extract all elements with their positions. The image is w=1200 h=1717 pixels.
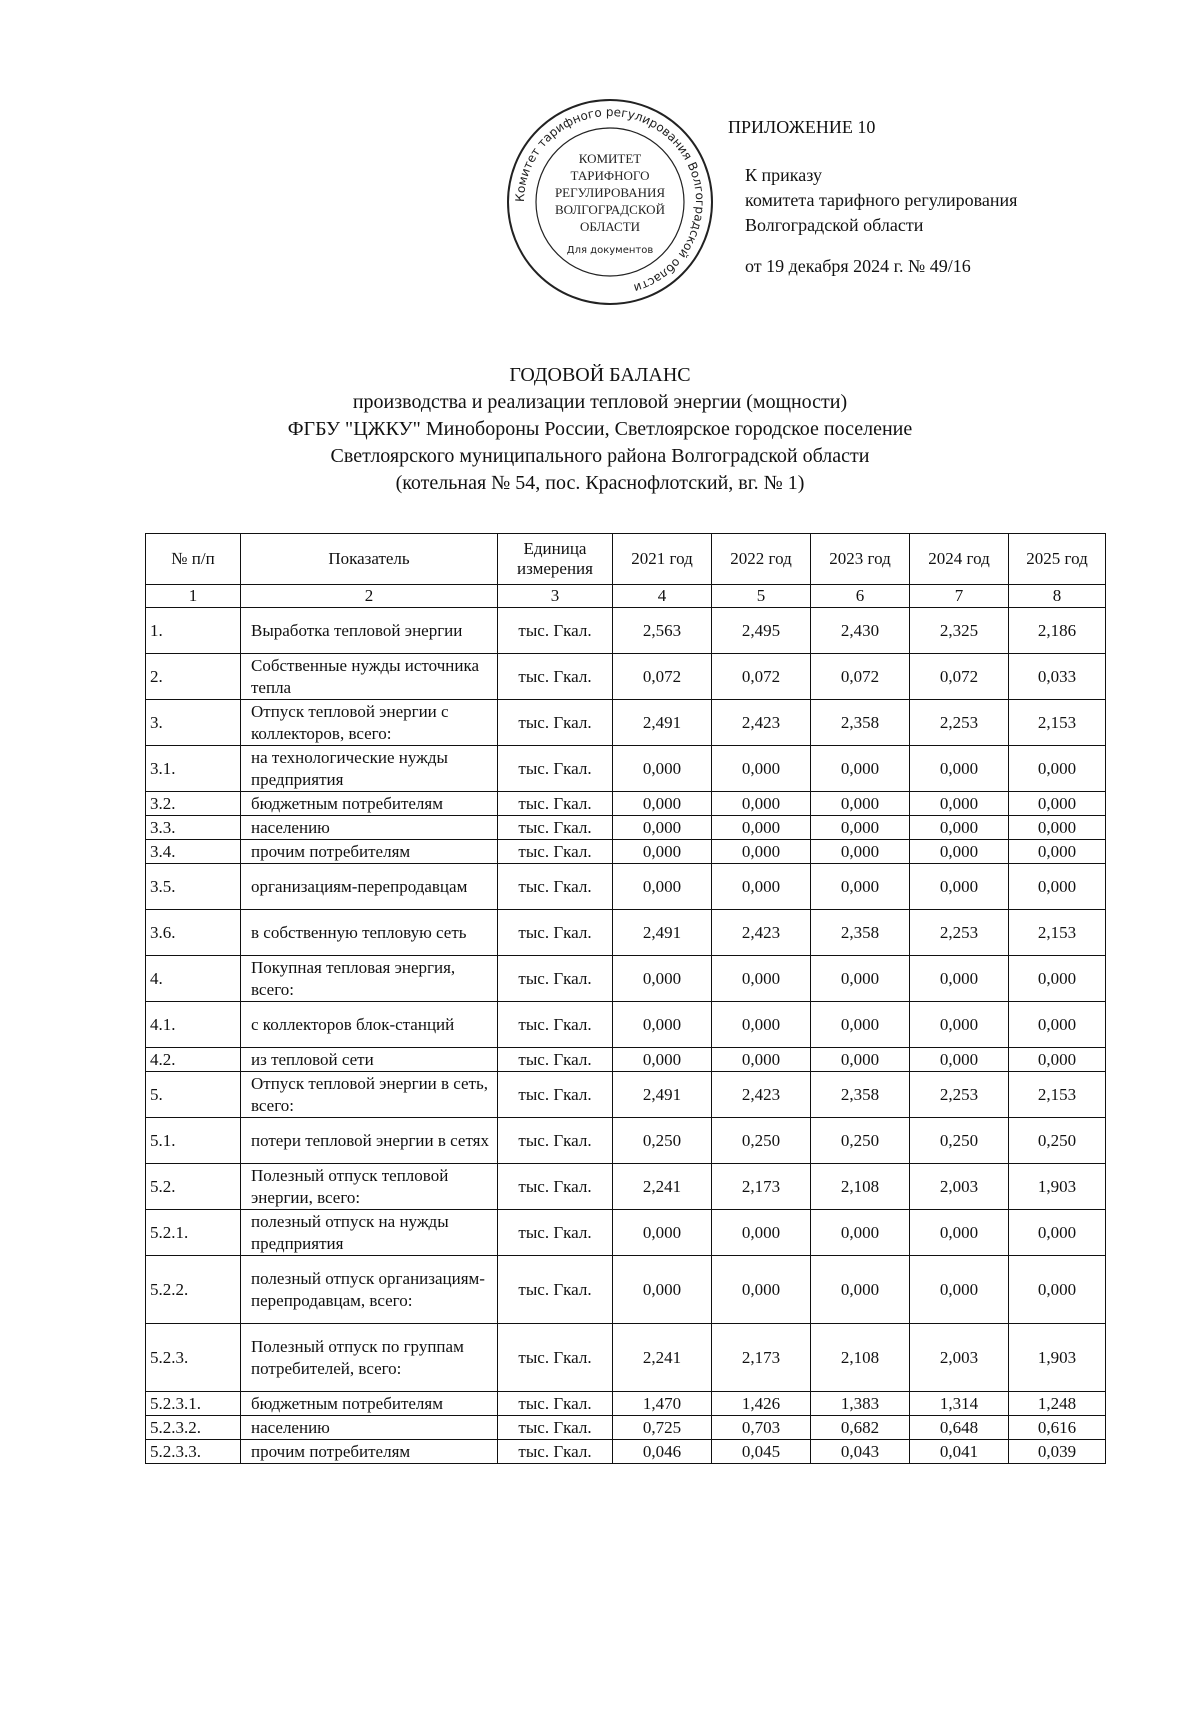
column-header: 2021 год [613, 534, 712, 585]
indicator-name: полезный отпуск на нужды предприятия [241, 1210, 498, 1256]
column-header: 2023 год [811, 534, 910, 585]
value-cell: 0,000 [1009, 956, 1106, 1002]
unit-cell: тыс. Гкал. [498, 746, 613, 792]
value-cell: 2,003 [910, 1324, 1009, 1392]
title-main: ГОДОВОЙ БАЛАНС [509, 364, 691, 386]
value-cell: 0,000 [613, 792, 712, 816]
value-cell: 2,253 [910, 1072, 1009, 1118]
unit-cell: тыс. Гкал. [498, 1164, 613, 1210]
unit-cell: тыс. Гкал. [498, 1002, 613, 1048]
value-cell: 2,253 [910, 910, 1009, 956]
table-row [146, 792, 1106, 816]
indicator-name: бюджетным потребителям [241, 1392, 498, 1416]
value-cell: 0,000 [712, 840, 811, 864]
table-row [146, 1392, 1106, 1416]
value-cell: 0,000 [613, 746, 712, 792]
title-subline: (котельная № 54, пос. Краснофлотский, вг. № 1) [395, 472, 805, 494]
value-cell: 2,495 [712, 608, 811, 654]
official-stamp [505, 97, 715, 307]
value-cell: 0,000 [811, 1048, 910, 1072]
value-cell: 0,000 [910, 956, 1009, 1002]
value-cell: 0,000 [811, 1256, 910, 1324]
value-cell: 0,000 [712, 1048, 811, 1072]
value-cell: 1,248 [1009, 1392, 1106, 1416]
column-number: 5 [712, 585, 811, 608]
row-number: 5.1. [146, 1118, 241, 1164]
value-cell: 0,000 [811, 1210, 910, 1256]
value-cell: 2,241 [613, 1164, 712, 1210]
indicator-name: Полезный отпуск тепловой энергии, всего: [241, 1164, 498, 1210]
row-number: 4.2. [146, 1048, 241, 1072]
value-cell: 0,043 [811, 1440, 910, 1464]
value-cell: 2,003 [910, 1164, 1009, 1210]
table-row [146, 816, 1106, 840]
value-cell: 2,358 [811, 700, 910, 746]
value-cell: 0,250 [910, 1118, 1009, 1164]
unit-cell: тыс. Гкал. [498, 1324, 613, 1392]
value-cell: 0,000 [1009, 864, 1106, 910]
value-cell: 0,000 [811, 840, 910, 864]
value-cell: 0,000 [811, 1002, 910, 1048]
table-row [146, 1072, 1106, 1118]
value-cell: 0,000 [613, 1048, 712, 1072]
indicator-name: с коллекторов блок-станций [241, 1002, 498, 1048]
column-number: 4 [613, 585, 712, 608]
indicator-name: организациям-перепродавцам [241, 864, 498, 910]
row-number: 4. [146, 956, 241, 1002]
table-row [146, 864, 1106, 910]
indicator-name: Полезный отпуск по группам потребителей, всего: [241, 1324, 498, 1392]
value-cell: 0,616 [1009, 1416, 1106, 1440]
row-number: 3.4. [146, 840, 241, 864]
title-subline: Светлоярского муниципального района Волгоградской области [330, 445, 870, 467]
table-row [146, 1118, 1106, 1164]
value-cell: 0,072 [811, 654, 910, 700]
table-row [146, 1416, 1106, 1440]
stamp-center-line: ОБЛАСТИ [579, 219, 641, 234]
row-number: 1. [146, 608, 241, 654]
order-ref-line: Волгоградской области [745, 215, 924, 235]
value-cell: 0,033 [1009, 654, 1106, 700]
table-row [146, 956, 1106, 1002]
value-cell: 0,703 [712, 1416, 811, 1440]
value-cell: 0,000 [910, 792, 1009, 816]
value-cell: 0,000 [613, 864, 712, 910]
value-cell: 2,253 [910, 700, 1009, 746]
value-cell: 2,358 [811, 910, 910, 956]
row-number: 4.1. [146, 1002, 241, 1048]
value-cell: 0,250 [613, 1118, 712, 1164]
column-number: 2 [241, 585, 498, 608]
row-number: 3.1. [146, 746, 241, 792]
value-cell: 0,000 [811, 864, 910, 910]
column-number: 1 [146, 585, 241, 608]
table-row [146, 654, 1106, 700]
table-row [146, 1048, 1106, 1072]
stamp-ring-text: Комитет тарифного регулирования Волгоградской области [512, 104, 708, 296]
column-header: 2022 год [712, 534, 811, 585]
value-cell: 0,000 [613, 956, 712, 1002]
column-header: № п/п [146, 534, 241, 585]
table-row [146, 910, 1106, 956]
value-cell: 0,046 [613, 1440, 712, 1464]
indicator-name: на технологические нужды предприятия [241, 746, 498, 792]
indicator-name: в собственную тепловую сеть [241, 910, 498, 956]
unit-cell: тыс. Гкал. [498, 864, 613, 910]
value-cell: 2,108 [811, 1324, 910, 1392]
unit-cell: тыс. Гкал. [498, 816, 613, 840]
unit-cell: тыс. Гкал. [498, 1416, 613, 1440]
indicator-name: Покупная тепловая энергия, всего: [241, 956, 498, 1002]
indicator-name: прочим потребителям [241, 840, 498, 864]
value-cell: 1,470 [613, 1392, 712, 1416]
value-cell: 2,186 [1009, 608, 1106, 654]
value-cell: 0,000 [613, 1210, 712, 1256]
column-number: 7 [910, 585, 1009, 608]
table-row [146, 608, 1106, 654]
unit-cell: тыс. Гкал. [498, 1118, 613, 1164]
unit-cell: тыс. Гкал. [498, 608, 613, 654]
column-number: 3 [498, 585, 613, 608]
value-cell: 0,000 [1009, 1002, 1106, 1048]
value-cell: 0,000 [1009, 816, 1106, 840]
indicator-name: Собственные нужды источника тепла [241, 654, 498, 700]
indicator-name: бюджетным потребителям [241, 792, 498, 816]
value-cell: 0,250 [1009, 1118, 1106, 1164]
value-cell: 0,000 [712, 956, 811, 1002]
indicator-name: населению [241, 1416, 498, 1440]
value-cell: 0,000 [613, 1002, 712, 1048]
row-number: 3.6. [146, 910, 241, 956]
column-header: Показатель [241, 534, 498, 585]
table-row [146, 1164, 1106, 1210]
value-cell: 0,000 [811, 956, 910, 1002]
value-cell: 0,072 [910, 654, 1009, 700]
unit-cell: тыс. Гкал. [498, 1048, 613, 1072]
unit-cell: тыс. Гкал. [498, 1072, 613, 1118]
svg-text:Комитет тарифного регулировани [513, 105, 707, 295]
table-row [146, 746, 1106, 792]
value-cell: 1,903 [1009, 1324, 1106, 1392]
value-cell: 0,250 [811, 1118, 910, 1164]
value-cell: 0,000 [1009, 746, 1106, 792]
unit-cell: тыс. Гкал. [498, 792, 613, 816]
table-row [146, 1002, 1106, 1048]
order-ref-line: К приказу [745, 165, 822, 185]
value-cell: 0,000 [613, 816, 712, 840]
value-cell: 0,000 [712, 792, 811, 816]
value-cell: 0,000 [712, 746, 811, 792]
value-cell: 2,358 [811, 1072, 910, 1118]
indicator-name: Выработка тепловой энергии [241, 608, 498, 654]
value-cell: 0,250 [712, 1118, 811, 1164]
value-cell: 0,725 [613, 1416, 712, 1440]
table-row [146, 1324, 1106, 1392]
unit-cell: тыс. Гкал. [498, 910, 613, 956]
indicator-name: потери тепловой энергии в сетях [241, 1118, 498, 1164]
value-cell: 0,039 [1009, 1440, 1106, 1464]
row-number: 5.2.3.3. [146, 1440, 241, 1464]
value-cell: 0,000 [613, 840, 712, 864]
indicator-name: Отпуск тепловой энергии с коллекторов, всего: [241, 700, 498, 746]
column-header: 2024 год [910, 534, 1009, 585]
value-cell: 0,072 [712, 654, 811, 700]
value-cell: 1,314 [910, 1392, 1009, 1416]
order-ref-line: комитета тарифного регулирования [745, 190, 1018, 210]
value-cell: 0,000 [910, 746, 1009, 792]
value-cell: 2,563 [613, 608, 712, 654]
value-cell: 2,423 [712, 910, 811, 956]
value-cell: 0,000 [910, 864, 1009, 910]
value-cell: 0,000 [811, 816, 910, 840]
stamp-center-line: КОМИТЕТ [578, 151, 642, 166]
column-number-row [146, 585, 1106, 608]
value-cell: 1,426 [712, 1392, 811, 1416]
value-cell: 0,000 [811, 792, 910, 816]
balance-table [145, 533, 1106, 1464]
row-number: 5.2.3.1. [146, 1392, 241, 1416]
value-cell: 0,000 [1009, 1210, 1106, 1256]
value-cell: 1,903 [1009, 1164, 1106, 1210]
row-number: 2. [146, 654, 241, 700]
row-number: 5. [146, 1072, 241, 1118]
table-header-row [146, 534, 1106, 585]
value-cell: 0,045 [712, 1440, 811, 1464]
stamp-bottom-text: Для документов [566, 245, 654, 256]
table-row [146, 700, 1106, 746]
row-number: 3.3. [146, 816, 241, 840]
value-cell: 0,000 [1009, 1048, 1106, 1072]
value-cell: 0,000 [712, 1002, 811, 1048]
value-cell: 0,000 [712, 864, 811, 910]
stamp-center-line: РЕГУЛИРОВАНИЯ [554, 185, 666, 200]
row-number: 5.2.1. [146, 1210, 241, 1256]
value-cell: 0,000 [910, 1256, 1009, 1324]
value-cell: 0,041 [910, 1440, 1009, 1464]
value-cell: 0,000 [910, 816, 1009, 840]
column-header: Единица измерения [498, 534, 613, 585]
value-cell: 2,491 [613, 1072, 712, 1118]
unit-cell: тыс. Гкал. [498, 956, 613, 1002]
value-cell: 0,000 [910, 840, 1009, 864]
row-number: 3.2. [146, 792, 241, 816]
order-date: от 19 декабря 2024 г. № 49/16 [745, 256, 971, 276]
value-cell: 2,423 [712, 700, 811, 746]
value-cell: 0,000 [910, 1048, 1009, 1072]
indicator-name: из тепловой сети [241, 1048, 498, 1072]
row-number: 3. [146, 700, 241, 746]
table-row [146, 1256, 1106, 1324]
value-cell: 0,000 [613, 1256, 712, 1324]
value-cell: 0,000 [1009, 792, 1106, 816]
value-cell: 0,000 [1009, 840, 1106, 864]
unit-cell: тыс. Гкал. [498, 654, 613, 700]
value-cell: 1,383 [811, 1392, 910, 1416]
value-cell: 2,430 [811, 608, 910, 654]
appendix-label: ПРИЛОЖЕНИЕ 10 [728, 117, 876, 137]
row-number: 3.5. [146, 864, 241, 910]
unit-cell: тыс. Гкал. [498, 1210, 613, 1256]
value-cell: 2,491 [613, 910, 712, 956]
unit-cell: тыс. Гкал. [498, 1392, 613, 1416]
table-row [146, 1440, 1106, 1464]
stamp-center-line: ВОЛГОГРАДСКОЙ [555, 202, 665, 217]
table-row [146, 840, 1106, 864]
value-cell: 0,000 [1009, 1256, 1106, 1324]
title-subline: ФГБУ "ЦЖКУ" Минобороны России, Светлоярское городское поселение [287, 418, 913, 440]
value-cell: 0,000 [910, 1210, 1009, 1256]
value-cell: 2,108 [811, 1164, 910, 1210]
column-number: 6 [811, 585, 910, 608]
indicator-name: населению [241, 816, 498, 840]
value-cell: 0,000 [712, 1210, 811, 1256]
value-cell: 0,000 [712, 1256, 811, 1324]
row-number: 5.2.2. [146, 1256, 241, 1324]
value-cell: 2,153 [1009, 1072, 1106, 1118]
unit-cell: тыс. Гкал. [498, 840, 613, 864]
value-cell: 2,241 [613, 1324, 712, 1392]
row-number: 5.2.3.2. [146, 1416, 241, 1440]
indicator-name: полезный отпуск организациям-перепродавцам, всего: [241, 1256, 498, 1324]
value-cell: 0,072 [613, 654, 712, 700]
value-cell: 2,173 [712, 1164, 811, 1210]
unit-cell: тыс. Гкал. [498, 1440, 613, 1464]
stamp-center-line: ТАРИФНОГО [570, 168, 650, 183]
indicator-name: Отпуск тепловой энергии в сеть, всего: [241, 1072, 498, 1118]
row-number: 5.2.3. [146, 1324, 241, 1392]
document-title [0, 362, 1200, 497]
unit-cell: тыс. Гкал. [498, 1256, 613, 1324]
table-row [146, 1210, 1106, 1256]
value-cell: 2,173 [712, 1324, 811, 1392]
value-cell: 2,153 [1009, 700, 1106, 746]
value-cell: 0,000 [811, 746, 910, 792]
unit-cell: тыс. Гкал. [498, 700, 613, 746]
column-number: 8 [1009, 585, 1106, 608]
value-cell: 2,491 [613, 700, 712, 746]
indicator-name: прочим потребителям [241, 1440, 498, 1464]
value-cell: 2,153 [1009, 910, 1106, 956]
title-subline: производства и реализации тепловой энергии (мощности) [352, 391, 848, 413]
value-cell: 0,682 [811, 1416, 910, 1440]
value-cell: 2,325 [910, 608, 1009, 654]
value-cell: 2,423 [712, 1072, 811, 1118]
value-cell: 0,000 [712, 816, 811, 840]
column-header: 2025 год [1009, 534, 1106, 585]
value-cell: 0,648 [910, 1416, 1009, 1440]
row-number: 5.2. [146, 1164, 241, 1210]
value-cell: 0,000 [910, 1002, 1009, 1048]
